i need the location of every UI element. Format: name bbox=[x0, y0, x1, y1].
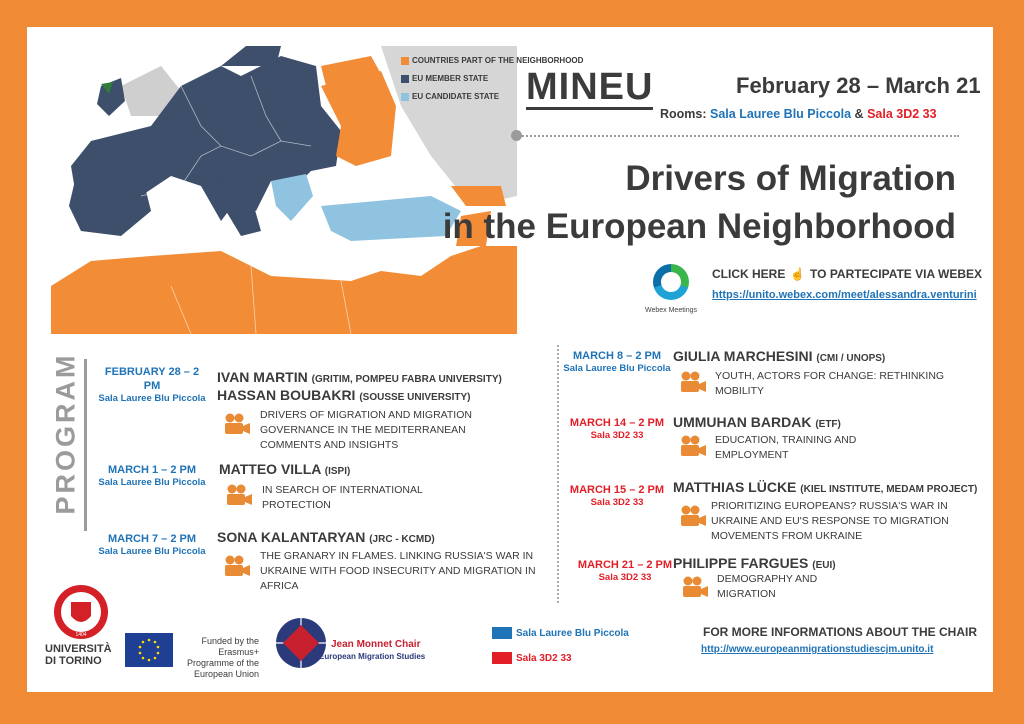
participate-label: TO PARTECIPATE VIA WEBEX bbox=[810, 267, 983, 281]
poster bbox=[27, 27, 993, 692]
event-room: Sala Lauree Blu Piccola bbox=[98, 546, 206, 557]
program-text: PROGRAM bbox=[50, 352, 81, 515]
event-room: Sala Lauree Blu Piccola bbox=[98, 393, 206, 404]
room-red-icon bbox=[492, 652, 512, 664]
event-topic: IN SEARCH OF INTERNATIONAL PROTECTION bbox=[262, 484, 423, 511]
room-3d2: Sala 3D2 33 bbox=[867, 107, 937, 121]
cursor-click-icon: ☝ bbox=[790, 267, 806, 281]
erasmus-text: Funded by the Erasmus+ Programme of the European Union bbox=[186, 636, 259, 679]
video-camera-icon bbox=[681, 576, 709, 598]
event-date-block bbox=[97, 365, 207, 404]
speaker: MATTHIAS LÜCKE (KIEL INSTITUTE, MEDAM PROJECT) bbox=[673, 479, 978, 495]
svg-text:1404: 1404 bbox=[75, 632, 87, 638]
legend-neighborhood bbox=[401, 56, 583, 65]
legend-room-3d2: Sala 3D2 33 bbox=[516, 653, 572, 664]
event-room: Sala Lauree Blu Piccola bbox=[563, 363, 671, 374]
legend-label: EU CANDIDATE STATE bbox=[412, 92, 500, 101]
video-camera-icon bbox=[679, 505, 707, 527]
event-topic: DEMOGRAPHY AND MIGRATION bbox=[717, 573, 818, 600]
event-topic: YOUTH, ACTORS FOR CHANGE: RETHINKING MOBILITY bbox=[715, 370, 945, 397]
event-room: Sala 3D2 33 bbox=[590, 430, 644, 441]
event-date: MARCH 14 – 2 PM bbox=[569, 417, 665, 429]
chair-website-link[interactable]: http://www.europeanmigrationstudiescjm.unito.it bbox=[701, 644, 934, 655]
program-label bbox=[43, 352, 89, 525]
event-date: FEBRUARY 28 – 2 PM bbox=[104, 366, 200, 392]
event-date: MARCH 8 – 2 PM bbox=[572, 350, 662, 362]
event-date: MARCH 1 – 2 PM bbox=[107, 464, 197, 476]
title-line-2: in the European Neighborhood bbox=[442, 207, 956, 246]
event-room: Sala Lauree Blu Piccola bbox=[98, 477, 206, 488]
speaker: UMMUHAN BARDAK (ETF) bbox=[673, 414, 841, 430]
event-dates: February 28 – March 21 bbox=[736, 73, 981, 98]
legend-room-blu: Sala Lauree Blu Piccola bbox=[516, 628, 629, 639]
event-date-block bbox=[575, 558, 675, 583]
event-topic: THE GRANARY IN FLAMES. LINKING RUSSIA'S WAR IN UKRAINE WITH FOOD INSECURITY AND MIGRATION IN AFRICA bbox=[260, 550, 536, 592]
more-info-heading: FOR MORE INFORMATIONS ABOUT THE CHAIR bbox=[703, 625, 977, 639]
speaker: GIULIA MARCHESINI (CMI / UNOPS) bbox=[673, 348, 886, 364]
legend-label: EU MEMBER STATE bbox=[412, 74, 489, 83]
eu-flag-icon bbox=[125, 633, 173, 667]
video-camera-icon bbox=[223, 555, 251, 577]
event-topic: EDUCATION, TRAINING AND EMPLOYMENT bbox=[715, 434, 857, 461]
event-room: Sala 3D2 33 bbox=[590, 497, 644, 508]
webex-link[interactable]: https://unito.webex.com/meet/alessandra.venturini bbox=[712, 289, 977, 301]
legend-label: COUNTRIES PART OF THE NEIGHBORHOOD bbox=[412, 56, 584, 65]
webex-logo-icon[interactable] bbox=[653, 264, 689, 300]
event-date-block bbox=[561, 483, 673, 508]
room-blu: Sala Lauree Blu Piccola bbox=[710, 107, 852, 121]
event-date-block bbox=[97, 463, 207, 488]
click-here-label[interactable]: CLICK HERE bbox=[712, 267, 786, 281]
event-date-block bbox=[97, 532, 207, 557]
acronym: MINEU bbox=[526, 66, 654, 108]
room-blu-icon bbox=[492, 627, 512, 639]
speaker: MATTEO VILLA (ISPI) bbox=[219, 461, 351, 477]
webex-app-label: Webex Meetings bbox=[645, 307, 698, 314]
video-camera-icon bbox=[223, 413, 251, 435]
jean-monnet-logo-icon bbox=[275, 617, 327, 669]
speaker: IVAN MARTIN (GRITIM, POMPEU FABRA UNIVERSITY) bbox=[217, 369, 502, 385]
video-camera-icon bbox=[679, 371, 707, 393]
title-line-1: Drivers of Migration bbox=[625, 159, 956, 198]
event-date-block bbox=[561, 416, 673, 441]
event-date: MARCH 7 – 2 PM bbox=[107, 533, 197, 545]
dotted-divider bbox=[519, 135, 959, 137]
poster-title bbox=[443, 155, 956, 251]
university-name: UNIVERSITÀ DI TORINO bbox=[45, 643, 112, 667]
rooms-line bbox=[660, 107, 937, 121]
video-camera-icon bbox=[679, 435, 707, 457]
program-bar bbox=[84, 359, 87, 531]
rooms-prefix: Rooms: bbox=[660, 107, 707, 121]
speaker: SONA KALANTARYAN (JRC - KCMD) bbox=[217, 529, 435, 545]
event-room: Sala 3D2 33 bbox=[598, 572, 652, 583]
event-date: MARCH 15 – 2 PM bbox=[569, 484, 665, 496]
rooms-separator: & bbox=[854, 107, 864, 121]
event-date: MARCH 21 – 2 PM bbox=[577, 559, 673, 571]
event-date-block bbox=[561, 349, 673, 374]
jean-monnet-subtitle: European Migration Studies bbox=[319, 652, 426, 661]
event-topic: DRIVERS OF MIGRATION AND MIGRATION GOVERNANCE IN THE MEDITERRANEAN COMMENTS AND INSIGHTS bbox=[260, 409, 472, 451]
university-seal-icon bbox=[53, 584, 109, 640]
webex-cta[interactable] bbox=[712, 267, 982, 281]
speaker: HASSAN BOUBAKRI (SOUSSE UNIVERSITY) bbox=[217, 387, 471, 403]
column-divider bbox=[557, 345, 559, 603]
video-camera-icon bbox=[225, 484, 253, 506]
jean-monnet-title: Jean Monnet Chair bbox=[331, 639, 421, 650]
event-topic: PRIORITIZING EUROPEANS? RUSSIA'S WAR IN UKRAINE AND EU'S RESPONSE TO MIGRATION MOVEMENTS FROM UKRAINE bbox=[711, 500, 949, 542]
speaker: PHILIPPE FARGUES (EUI) bbox=[673, 555, 836, 571]
